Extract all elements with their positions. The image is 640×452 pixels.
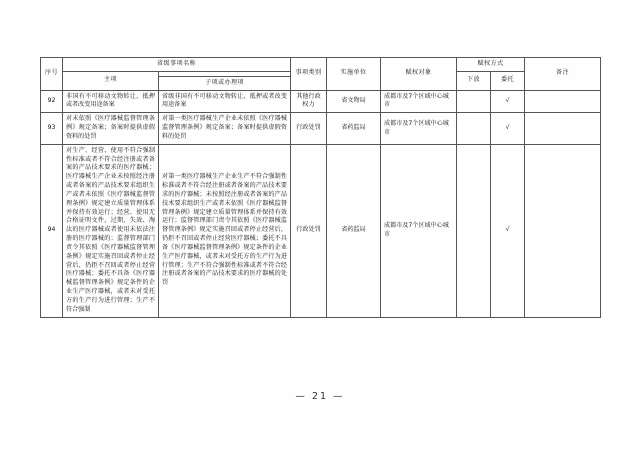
column-header-implementing-unit: 实施单位 [327,58,381,91]
table-row [41,144,601,317]
column-header-empower-method: 赋权方式 [457,58,525,72]
table-body [41,90,601,317]
column-header-province-item-name: 省级事项名称 [63,58,291,72]
column-header-category [291,58,327,91]
row-seq: 94 [41,144,63,317]
row-remarks [525,113,601,144]
page-footer: — 21 — [295,391,345,402]
row-empower-object: 成都市及7个区域中心城市 [381,90,457,113]
row-implementing-unit: 省文物局 [327,90,381,113]
row-remarks [525,90,601,113]
column-header-delegate-down: 下放 [457,71,491,90]
row-delegate-down [457,90,491,113]
row-category: 行政处罚 [291,144,327,317]
row-empower-object: 成都市及7个区域中心城市 [381,144,457,317]
row-category: 其他行政权力 [291,90,327,113]
row-implementing-unit: 省药监局 [327,144,381,317]
row-main-item: 非国有不可移动文物转让、抵押或者改变用途备案 [63,90,159,113]
table-row [41,113,601,144]
row-sub-item: 省级非国有不可移动文物转让、抵押或者改变用途备案 [159,90,291,113]
column-header-sub-item: 子项或办理项 [159,76,291,90]
row-delegate-down [457,113,491,144]
row-sub-item: 对第一类医疗器械生产企业未依照《医疗器械监督管理条例》规定备案；备案时提供虚假资料的处罚 [159,113,291,144]
row-entrust: √ [491,144,525,317]
row-seq: 92 [41,90,63,113]
row-main-item: 对未依照《医疗器械监督管理条例》规定备案；备案时提供虚假资料的处罚 [63,113,159,144]
column-header-remarks: 备注 [525,58,601,91]
column-header-main-item: 主项 [63,71,159,90]
row-empower-object: 成都市及7个区域中心城市 [381,113,457,144]
row-sub-item: 对第一类医疗器械生产企业生产不符合强制性标准或者不符合经注册或者备案的产品技术要求的医疗器械；未按照经注册或者备案的产品技术要求组织生产或者未依照《医疗器械监督管理条例》规定建立质量管理体系并保持有效运行；监督管理部门责令其依照《医疗器械监督管理条例》规定实施召回或者停止经营后，仍拒不召回或者停止经营医疗器械；委托不具备《医疗器械监督管理条例》规定条件的企业生产医疗器械，或者未对受托方的生产行为进行管理；生产不符合强制性标准或者不符合经注册或者备案的产品技术要求的医疗器械的处罚 [159,144,291,317]
column-header-seq: 序号 [41,58,63,91]
row-main-item: 对生产、经营、使用不符合强制性标准或者不符合经注册或者备案的产品技术要求的医疗器械；医疗器械生产企业未按照经注册或者备案的产品技术要求组织生产或者未依照《医疗器械监督管理条例》规定建立质量管理体系并保持有效运行；经营、使用无合格证明文件、过期、失效、淘汰的医疗器械或者使用未依法注册的医疗器械的；监督管理部门责令其依照《医疗器械监督管理条例》规定实施召回或者停止经营后，仍拒不召回或者停止经营医疗器械；委托不具备《医疗器械监督管理条例》规定条件的企业生产医疗器械，或者未对受托方的生产行为进行管理；生产不符合强制 [63,144,159,317]
authorization-matters-table [40,57,601,318]
row-entrust: √ [491,113,525,144]
row-seq: 93 [41,113,63,144]
table-header [41,58,601,91]
row-implementing-unit: 省药监局 [327,113,381,144]
column-header-entrust: 委托 [491,71,525,90]
row-delegate-down [457,144,491,317]
row-category: 行政处罚 [291,113,327,144]
header-row-1 [41,58,601,72]
table-row [41,90,601,113]
column-header-category-label: 事项类别 [295,69,322,77]
column-header-empower-object: 赋权对象 [381,58,457,91]
row-remarks [525,144,601,317]
row-entrust: √ [491,90,525,113]
